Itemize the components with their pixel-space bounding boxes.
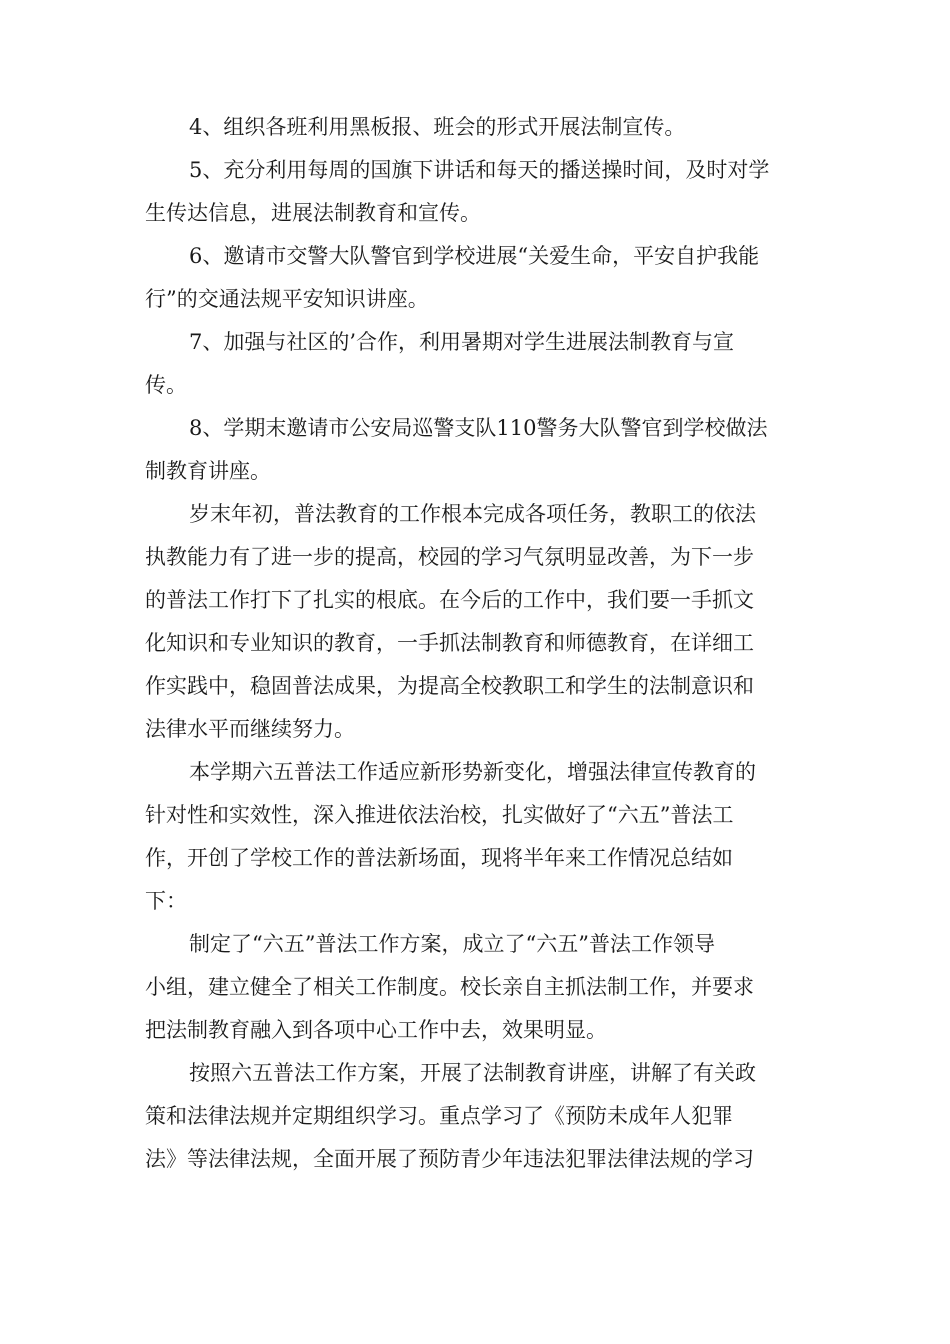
text-line: 的普法工作打下了扎实的根底。在今后的工作中，我们要一手抓文 [145,588,754,612]
text-line: 制教育讲座。 [145,459,271,483]
text-line: 针对性和实效性，深入推进依法治校，扎实做好了“六五”普法工 [145,803,734,827]
text-line: 小组，建立健全了相关工作制度。校长亲自主抓法制工作，并要求 [145,975,754,999]
paragraph-item-4 [145,106,810,149]
text-line: 制定了“六五”普法工作方案，成立了“六五”普法工作领导 [189,932,715,956]
paragraph-item-7 [145,321,810,407]
text-line: 岁末年初，普法教育的工作根本完成各项任务，教职工的依法 [189,502,756,526]
text-line: 法律水平而继续努力。 [145,717,355,741]
text-line: 5、充分利用每周的国旗下讲话和每天的播送操时间，及时对学 [189,158,770,182]
paragraph-work-plan [145,923,810,1052]
text-line: 4、组织各班利用黑板报、班会的形式开展法制宣传。 [189,115,686,139]
text-line: 7、加强与社区的’合作，利用暑期对学生进展法制教育与宣 [189,330,735,354]
paragraph-item-8 [145,407,810,493]
text-line: 传。 [145,373,187,397]
text-line: 法》等法律法规，全面开展了预防青少年违法犯罪法律法规的学习 [145,1147,754,1171]
text-line: 生传达信息，进展法制教育和宣传。 [145,201,481,225]
paragraph-semester-intro [145,751,810,923]
text-line: 6、邀请市交警大队警官到学校进展“关爱生命，平安自护我能 [189,244,760,268]
text-line: 下： [145,889,187,913]
paragraph-year-end-summary [145,493,810,751]
text-line: 策和法律法规并定期组织学习。重点学习了《预防未成年人犯罪 [145,1104,733,1128]
text-line: 8、学期末邀请市公安局巡警支队110警务大队警官到学校做法 [189,416,768,440]
text-line: 作，开创了学校工作的普法新场面，现将半年来工作情况总结如 [145,846,733,870]
text-line: 作实践中，稳固普法成果，为提高全校教职工和学生的法制意识和 [145,674,754,698]
text-line: 本学期六五普法工作适应新形势新变化，增强法律宣传教育的 [189,760,756,784]
paragraph-item-6 [145,235,810,321]
text-line: 化知识和专业知识的教育，一手抓法制教育和师德教育，在详细工 [145,631,754,655]
paragraph-item-5 [145,149,810,235]
text-line: 按照六五普法工作方案，开展了法制教育讲座，讲解了有关政 [189,1061,756,1085]
paragraph-lectures [145,1052,810,1181]
text-line: 行”的交通法规平安知识讲座。 [145,287,429,311]
document-body [145,106,810,1181]
text-line: 执教能力有了进一步的提高，校园的学习气氛明显改善，为下一步 [145,545,754,569]
text-line: 把法制教育融入到各项中心工作中去，效果明显。 [145,1018,607,1042]
